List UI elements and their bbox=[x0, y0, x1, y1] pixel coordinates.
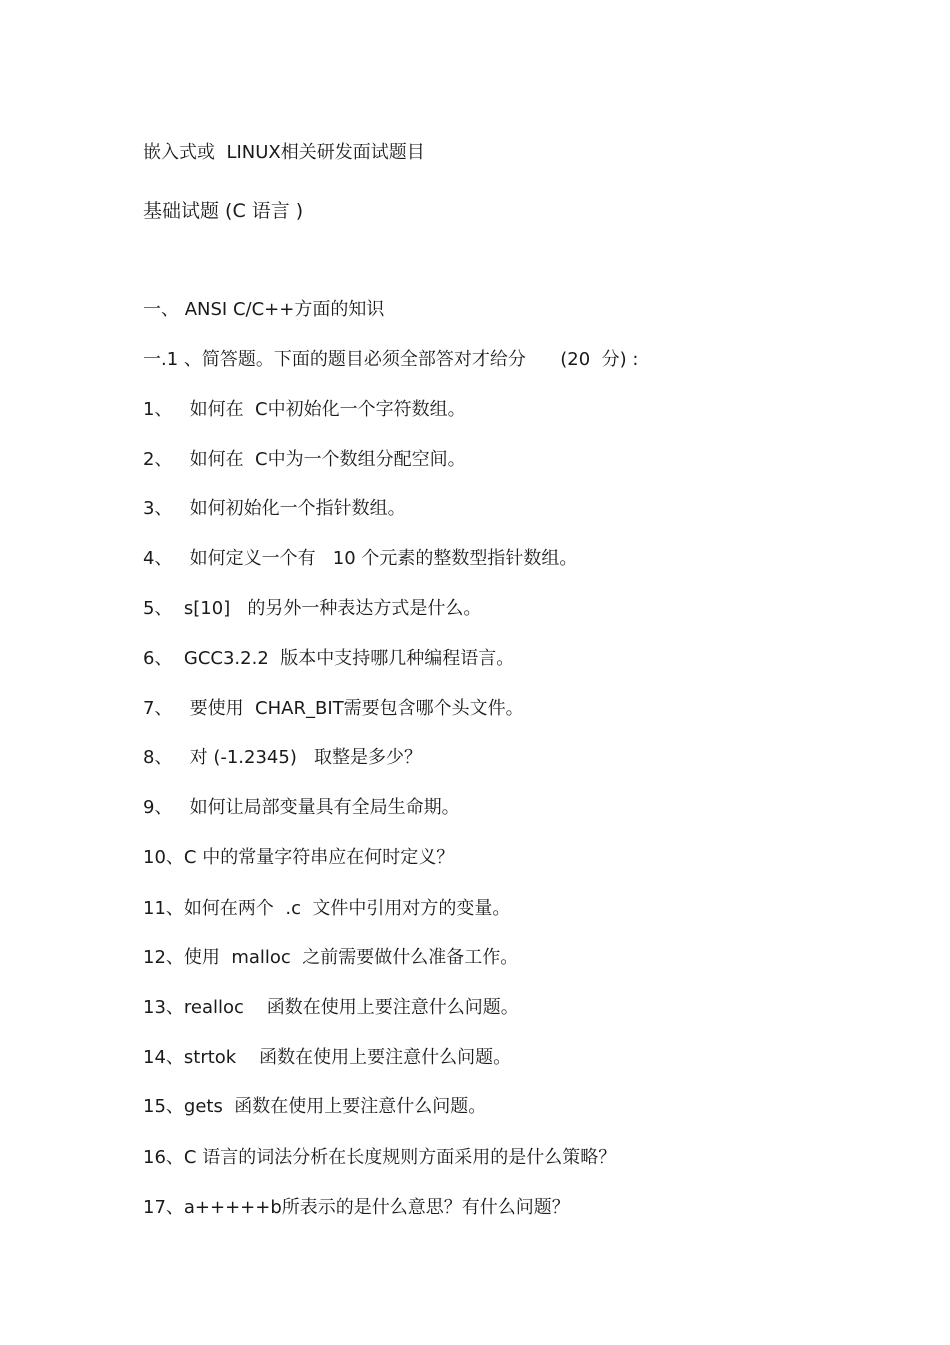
question-item: 5、 s[10] 的另外一种表达方式是什么。 bbox=[143, 598, 482, 619]
question-item: 3、 如何初始化一个指针数组。 bbox=[143, 498, 406, 519]
question-item: 16、C 语言的词法分析在长度规则方面采用的是什么策略？ bbox=[143, 1147, 617, 1168]
question-item: 12、使用 malloc 之前需要做什么准备工作。 bbox=[143, 947, 519, 968]
question-item: 4、 如何定义一个有 10 个元素的整数型指针数组。 bbox=[143, 548, 578, 569]
subsection-heading: 一.1 、简答题。下面的题目必须全部答对才给分 (20 分) : bbox=[143, 349, 639, 370]
section-heading: 一、 ANSI C/C++方面的知识 bbox=[143, 299, 385, 320]
question-item: 8、 对 (-1.2345) 取整是多少？ bbox=[143, 747, 423, 768]
question-item: 6、 GCC3.2.2 版本中支持哪几种编程语言。 bbox=[143, 648, 515, 669]
question-item: 9、 如何让局部变量具有全局生命期。 bbox=[143, 797, 460, 818]
question-item: 2、 如何在 C中为一个数组分配空间。 bbox=[143, 449, 466, 470]
page-title: 嵌入式或 LINUX相关研发面试题目 bbox=[143, 142, 425, 163]
question-item: 17、a+++++b所表示的是什么意思？有什么问题？ bbox=[143, 1197, 570, 1218]
question-item: 7、 要使用 CHAR_BIT需要包含哪个头文件。 bbox=[143, 698, 524, 719]
question-item: 10、C 中的常量字符串应在何时定义？ bbox=[143, 847, 455, 868]
page-subtitle: 基础试题 (C 语言 ) bbox=[143, 200, 304, 222]
question-item: 11、如何在两个 .c 文件中引用对方的变量。 bbox=[143, 898, 511, 919]
question-item: 1、 如何在 C中初始化一个字符数组。 bbox=[143, 399, 466, 420]
question-item: 15、gets 函数在使用上要注意什么问题。 bbox=[143, 1096, 487, 1117]
question-item: 14、strtok 函数在使用上要注意什么问题。 bbox=[143, 1047, 512, 1068]
question-item: 13、realloc 函数在使用上要注意什么问题。 bbox=[143, 997, 519, 1018]
